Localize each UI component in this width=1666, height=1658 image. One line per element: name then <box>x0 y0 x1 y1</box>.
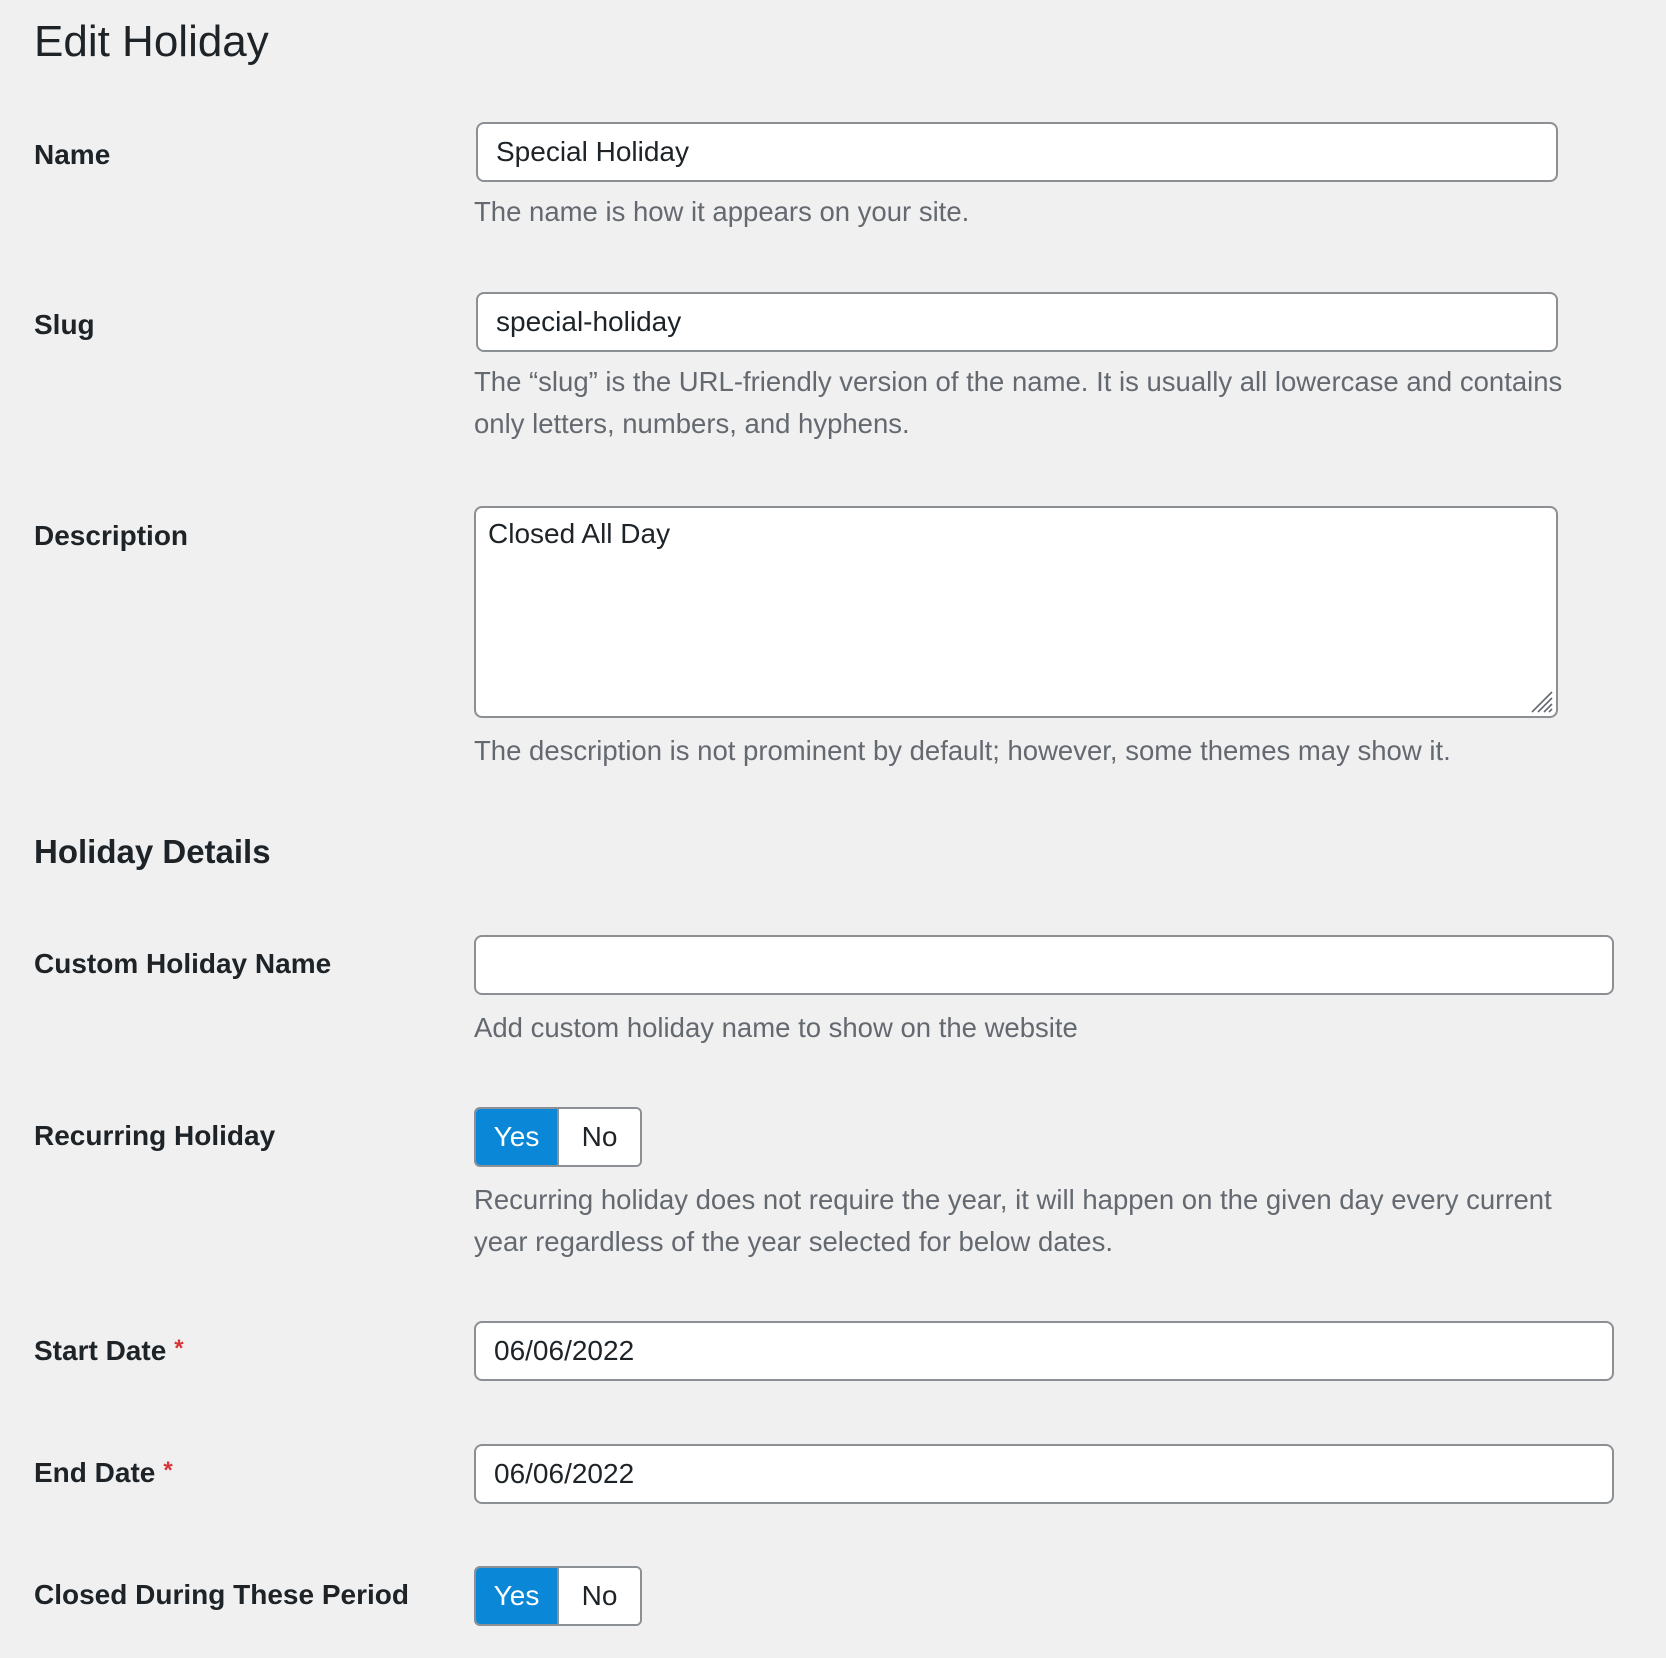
closed-period-label: Closed During These Period <box>34 1579 409 1610</box>
start-date-required-mark: * <box>174 1335 184 1362</box>
name-input[interactable] <box>476 122 1558 182</box>
recurring-yes-button[interactable]: Yes <box>476 1109 557 1165</box>
recurring-holiday-help-text: Recurring holiday does not require the year, it will happen on the given day every current year regardless of the year selected for below dates. <box>474 1184 1552 1257</box>
resize-handle-icon[interactable] <box>1528 688 1554 714</box>
name-help-text: The name is how it appears on your site. <box>474 196 970 227</box>
end-date-required-mark: * <box>163 1457 173 1484</box>
description-help-text: The description is not prominent by default; however, some themes may show it. <box>474 735 1451 766</box>
end-date-label <box>34 1455 173 1493</box>
closed-period-toggle <box>474 1566 642 1626</box>
slug-input[interactable] <box>476 292 1558 352</box>
slug-help-text: The “slug” is the URL-friendly version of the name. It is usually all lowercase and contains only letters, numbers, and hyphens. <box>474 366 1563 439</box>
recurring-no-button[interactable]: No <box>557 1109 640 1165</box>
recurring-holiday-label: Recurring Holiday <box>34 1120 276 1151</box>
slug-label: Slug <box>34 309 95 340</box>
closed-period-yes-button[interactable]: Yes <box>476 1568 557 1624</box>
custom-holiday-name-label: Custom Holiday Name <box>34 948 332 979</box>
description-textarea[interactable] <box>474 506 1558 718</box>
custom-holiday-name-help-text: Add custom holiday name to show on the website <box>474 1012 1078 1043</box>
start-date-label-text: Start Date <box>34 1335 167 1366</box>
start-date-input[interactable] <box>474 1321 1614 1381</box>
holiday-details-heading: Holiday Details <box>34 833 271 870</box>
name-label: Name <box>34 139 111 170</box>
end-date-label-text: End Date <box>34 1457 156 1488</box>
recurring-holiday-toggle <box>474 1107 642 1167</box>
description-label: Description <box>34 520 189 551</box>
page-title: Edit Holiday <box>34 17 269 66</box>
closed-period-no-button[interactable]: No <box>557 1568 640 1624</box>
start-date-label <box>34 1333 184 1371</box>
end-date-input[interactable] <box>474 1444 1614 1504</box>
custom-holiday-name-input[interactable] <box>474 935 1614 995</box>
